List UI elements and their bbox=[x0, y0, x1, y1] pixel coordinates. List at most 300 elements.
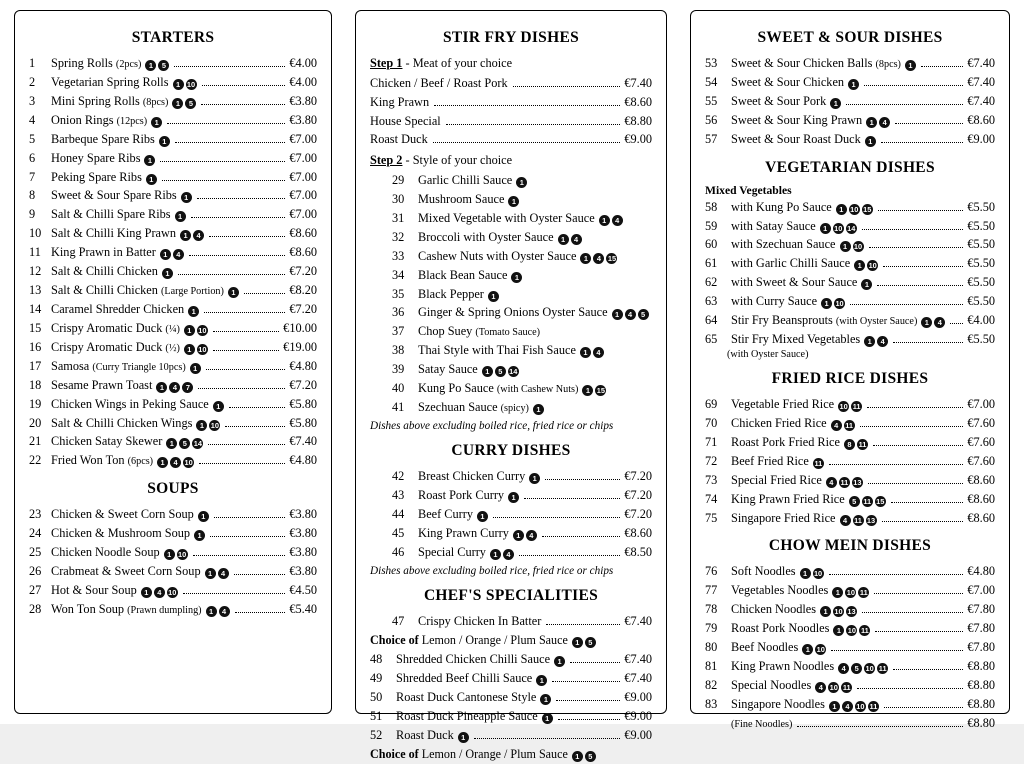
allergen-badges bbox=[180, 229, 204, 240]
allergen-badge: 1 bbox=[151, 117, 162, 128]
menu-item[interactable] bbox=[705, 676, 995, 695]
allergen-badges bbox=[905, 59, 916, 70]
menu-item[interactable] bbox=[705, 217, 995, 236]
menu-item[interactable] bbox=[705, 581, 995, 600]
menu-item[interactable] bbox=[370, 322, 652, 341]
menu-item[interactable] bbox=[29, 92, 317, 111]
menu-item-number: 13 bbox=[29, 283, 42, 298]
menu-item-name: Honey Spare Ribs 1 bbox=[51, 149, 155, 168]
menu-item[interactable] bbox=[29, 543, 317, 562]
menu-item[interactable] bbox=[29, 600, 317, 619]
dot-leader bbox=[850, 304, 963, 305]
menu-item[interactable] bbox=[705, 330, 995, 349]
allergen-badge: 10 bbox=[829, 682, 838, 692]
allergen-badges bbox=[508, 195, 519, 206]
allergen-badge: 4 bbox=[170, 457, 181, 468]
menu-item-number: 39 bbox=[392, 362, 405, 377]
menu-item[interactable] bbox=[370, 726, 652, 745]
menu-item[interactable] bbox=[370, 379, 652, 398]
menu-item[interactable] bbox=[705, 695, 995, 714]
menu-item-name: Special Noodles 4 10 11 bbox=[731, 677, 851, 692]
dot-leader bbox=[474, 738, 621, 739]
dot-leader bbox=[556, 700, 620, 701]
allergen-badges bbox=[921, 316, 945, 327]
menu-item-price: €7.00 bbox=[289, 169, 317, 184]
allergen-badge: 1 bbox=[820, 223, 831, 234]
menu-item[interactable] bbox=[370, 612, 652, 631]
dot-leader bbox=[846, 104, 963, 105]
dot-leader bbox=[862, 612, 963, 613]
dot-leader bbox=[519, 555, 620, 556]
menu-item-name: Sweet & Sour Roast Duck 1 bbox=[731, 130, 876, 149]
allergen-badge: 1 bbox=[162, 268, 173, 279]
menu-item[interactable] bbox=[370, 669, 652, 688]
menu-item-number: 49 bbox=[370, 670, 383, 685]
choice-label: Choice of bbox=[370, 746, 419, 761]
allergen-badges bbox=[848, 78, 859, 89]
menu-item[interactable] bbox=[29, 205, 317, 224]
menu-item-subtext: (8pcs) bbox=[142, 96, 169, 108]
choice-text: Lemon / Orange / Plum Sauce bbox=[421, 746, 568, 761]
allergen-badges bbox=[206, 605, 230, 616]
menu-item-price: €7.40 bbox=[624, 651, 652, 666]
menu-item-number: 62 bbox=[705, 275, 718, 290]
menu-item-price: €8.60 bbox=[967, 491, 995, 506]
menu-item[interactable] bbox=[370, 171, 652, 190]
menu-item[interactable] bbox=[370, 341, 652, 360]
allergen-badge: 14 bbox=[847, 223, 856, 233]
menu-item-name: Roast Pork Fried Rice 8 11 bbox=[731, 434, 867, 449]
menu-item-number: 35 bbox=[392, 286, 405, 301]
menu-item-price: €3.80 bbox=[289, 564, 317, 579]
menu-item[interactable] bbox=[370, 74, 652, 93]
menu-item-number: 63 bbox=[705, 294, 718, 309]
menu-item-price: €7.20 bbox=[624, 469, 652, 484]
menu-item[interactable] bbox=[29, 186, 317, 205]
menu-item-price: €5.50 bbox=[967, 199, 995, 214]
menu-item[interactable] bbox=[370, 543, 652, 562]
dot-leader bbox=[831, 650, 963, 651]
allergen-badges bbox=[196, 419, 220, 430]
menu-item[interactable] bbox=[705, 619, 995, 638]
menu-item-price: €10.00 bbox=[283, 320, 317, 335]
menu-item[interactable] bbox=[705, 198, 995, 217]
menu-item-name: Soft Noodles 1 10 bbox=[731, 564, 823, 579]
menu-item[interactable] bbox=[705, 254, 995, 273]
allergen-badge: 10 bbox=[186, 79, 196, 89]
menu-item-number: 52 bbox=[370, 727, 383, 742]
allergen-badge: 1 bbox=[536, 675, 547, 686]
menu-item[interactable] bbox=[705, 452, 995, 471]
allergen-badge: 11 bbox=[859, 588, 868, 598]
menu-item[interactable] bbox=[705, 471, 995, 490]
dot-leader bbox=[882, 521, 964, 522]
menu-item[interactable] bbox=[370, 209, 652, 228]
menu-item-name: Chicken & Sweet Corn Soup 1 bbox=[51, 505, 209, 524]
chefs-choice-line bbox=[370, 745, 652, 764]
menu-item-number: 48 bbox=[370, 651, 383, 666]
menu-item-name: Barbeque Spare Ribs 1 bbox=[51, 130, 170, 149]
menu-item-name: with Curry Sauce 1 10 bbox=[731, 294, 844, 309]
menu-item[interactable] bbox=[705, 562, 995, 581]
menu-item[interactable] bbox=[370, 130, 652, 149]
menu-item[interactable] bbox=[370, 688, 652, 707]
allergen-badge: 1 bbox=[490, 549, 501, 560]
allergen-badges bbox=[864, 335, 888, 346]
dot-leader bbox=[542, 536, 620, 537]
menu-item[interactable] bbox=[29, 376, 317, 395]
allergen-badge: 1 bbox=[864, 336, 875, 347]
menu-item-number: 31 bbox=[392, 210, 405, 225]
menu-item-price: €7.00 bbox=[967, 396, 995, 411]
allergen-badges bbox=[477, 510, 488, 521]
menu-item-number: 11 bbox=[29, 245, 41, 260]
menu-item[interactable] bbox=[705, 414, 995, 433]
menu-item[interactable] bbox=[705, 638, 995, 657]
menu-item-name: Garlic Chilli Sauce 1 bbox=[418, 171, 527, 190]
menu-item[interactable] bbox=[370, 190, 652, 209]
menu-item[interactable] bbox=[370, 524, 652, 543]
menu-item-number: 79 bbox=[705, 621, 718, 636]
menu-item[interactable] bbox=[705, 433, 995, 452]
menu-item[interactable] bbox=[705, 311, 995, 330]
dot-leader bbox=[895, 123, 963, 124]
dot-leader bbox=[175, 142, 286, 143]
allergen-badges bbox=[213, 400, 224, 411]
menu-item-name: Special Curry 1 4 bbox=[418, 543, 514, 562]
allergen-badge: 4 bbox=[193, 230, 204, 241]
menu-item-name: Salt & Chilli King Prawn 1 4 bbox=[51, 224, 204, 243]
menu-item-number: 33 bbox=[392, 248, 405, 263]
menu-item[interactable] bbox=[29, 338, 317, 357]
allergen-badge: 1 bbox=[145, 60, 156, 71]
menu-item[interactable] bbox=[370, 707, 652, 726]
menu-item[interactable] bbox=[29, 581, 317, 600]
menu-item-number: 25 bbox=[29, 545, 42, 560]
allergen-badge: 1 bbox=[905, 60, 916, 71]
menu-item[interactable] bbox=[705, 657, 995, 676]
menu-item-price: €4.50 bbox=[289, 582, 317, 597]
menu-item-name: King Prawn Curry 1 4 bbox=[418, 524, 537, 543]
menu-item[interactable] bbox=[705, 130, 995, 149]
allergen-badge: 1 bbox=[540, 694, 551, 705]
menu-item-name: Cashew Nuts with Oyster Sauce 1 4 15 bbox=[418, 248, 617, 263]
dot-leader bbox=[167, 123, 285, 124]
menu-item-number: 77 bbox=[705, 583, 718, 598]
dot-leader bbox=[209, 236, 285, 237]
allergen-badges bbox=[582, 384, 606, 395]
menu-item-number: 69 bbox=[705, 396, 718, 411]
section-title-soups: SOUPS bbox=[147, 480, 199, 498]
menu-item-name: Szechuan Sauce (spicy) 1 bbox=[418, 398, 544, 417]
step1-text: - Meat of your choice bbox=[405, 56, 513, 70]
allergen-badge: 4 bbox=[169, 382, 180, 393]
menu-item[interactable] bbox=[29, 281, 317, 300]
menu-item-name: Roast Pork Noodles 1 10 11 bbox=[731, 621, 869, 636]
dot-leader bbox=[244, 293, 285, 294]
allergen-badges bbox=[580, 252, 617, 263]
allergen-badges bbox=[540, 693, 551, 704]
menu-item[interactable] bbox=[370, 93, 652, 112]
menu-item[interactable] bbox=[370, 505, 652, 524]
allergen-badge: 11 bbox=[860, 626, 869, 636]
menu-item-price: €4.00 bbox=[289, 56, 317, 70]
menu-item-price: €4.80 bbox=[289, 453, 317, 468]
allergen-badge: 1 bbox=[159, 136, 170, 147]
menu-item-name: Beef Fried Rice 11 bbox=[731, 453, 823, 468]
menu-item-number: 70 bbox=[705, 415, 718, 430]
allergen-badges bbox=[861, 278, 872, 289]
dot-leader bbox=[893, 669, 963, 670]
menu-item[interactable] bbox=[370, 303, 652, 322]
allergen-badge: 1 bbox=[196, 420, 207, 431]
allergen-badge: 4 bbox=[840, 515, 851, 526]
menu-item[interactable] bbox=[29, 262, 317, 281]
menu-item-price: €7.60 bbox=[967, 434, 995, 449]
menu-item[interactable] bbox=[29, 243, 317, 262]
menu-item[interactable] bbox=[29, 224, 317, 243]
menu-item[interactable] bbox=[705, 92, 995, 111]
allergen-badges bbox=[866, 116, 890, 127]
menu-item[interactable] bbox=[370, 228, 652, 247]
dot-leader bbox=[950, 323, 963, 324]
menu-item[interactable] bbox=[29, 54, 317, 73]
dot-leader bbox=[570, 662, 620, 663]
step1-list bbox=[370, 74, 652, 150]
menu-item[interactable] bbox=[29, 73, 317, 92]
allergen-badge: 1 bbox=[866, 117, 877, 128]
menu-item[interactable] bbox=[370, 398, 652, 417]
allergen-badges bbox=[173, 78, 197, 89]
allergen-badge: 7 bbox=[182, 382, 193, 393]
dot-leader bbox=[921, 66, 963, 67]
menu-item-name: Stir Fry Mixed Vegetables 1 4 bbox=[731, 330, 888, 349]
allergen-badge: 4 bbox=[838, 663, 849, 674]
menu-item-name: Special Fried Rice 4 11 13 bbox=[731, 472, 862, 487]
allergen-badge: 1 bbox=[558, 234, 569, 245]
allergen-badge: 11 bbox=[869, 701, 878, 711]
allergen-badge: 1 bbox=[516, 177, 527, 188]
menu-item[interactable] bbox=[705, 490, 995, 509]
menu-item[interactable] bbox=[705, 235, 995, 254]
menu-item[interactable] bbox=[370, 247, 652, 266]
menu-item[interactable] bbox=[29, 414, 317, 433]
menu-item-number: 27 bbox=[29, 582, 42, 597]
allergen-badge: 8 bbox=[844, 439, 855, 450]
dot-leader bbox=[884, 707, 963, 708]
allergen-badge: 1 bbox=[458, 732, 469, 743]
menu-item-price: €8.60 bbox=[967, 472, 995, 487]
dot-leader bbox=[234, 574, 286, 575]
allergen-badge: 1 bbox=[921, 317, 932, 328]
allergen-badge: 10 bbox=[846, 588, 855, 598]
allergen-badge: 1 bbox=[213, 401, 224, 412]
column-starters-soups bbox=[14, 10, 332, 714]
menu-item[interactable] bbox=[705, 111, 995, 130]
menu-item-price: €9.00 bbox=[967, 131, 995, 146]
allergen-badge: 15 bbox=[607, 253, 617, 263]
menu-item-number: 20 bbox=[29, 415, 42, 430]
menu-item[interactable] bbox=[705, 600, 995, 619]
allergen-badge: 1 bbox=[146, 174, 157, 185]
menu-item-price: €4.80 bbox=[289, 358, 317, 373]
menu-item-name: King Prawn Fried Rice 5 11 15 bbox=[731, 491, 885, 506]
menu-item-name: Chop Suey (Tomato Sauce) bbox=[418, 324, 541, 339]
menu-item[interactable] bbox=[705, 73, 995, 92]
allergen-badge: 1 bbox=[832, 587, 843, 598]
menu-item[interactable] bbox=[29, 168, 317, 187]
menu-item-price: €8.20 bbox=[289, 283, 317, 298]
dot-leader bbox=[513, 86, 621, 87]
dot-leader bbox=[160, 161, 285, 162]
allergen-badge: 1 bbox=[580, 253, 591, 264]
menu-item[interactable] bbox=[705, 54, 995, 73]
allergen-badge: 1 bbox=[554, 656, 565, 667]
allergen-badge: 1 bbox=[228, 287, 239, 298]
menu-item[interactable] bbox=[29, 300, 317, 319]
allergen-badge: 1 bbox=[164, 549, 175, 560]
menu-item-name: Vegetable Fried Rice 10 11 bbox=[731, 396, 861, 411]
allergen-badge: 13 bbox=[853, 477, 862, 487]
allergen-badge: 10 bbox=[834, 223, 843, 233]
allergen-badges bbox=[141, 586, 178, 597]
menu-item[interactable] bbox=[705, 509, 995, 528]
menu-item-number: 51 bbox=[370, 708, 383, 723]
menu-item-number: 42 bbox=[392, 469, 405, 484]
menu-item-number: 9 bbox=[29, 207, 36, 222]
allergen-badge: 11 bbox=[854, 515, 862, 525]
menu-item-number: 41 bbox=[392, 400, 405, 415]
menu-item-number: 21 bbox=[29, 434, 42, 449]
menu-item-name: Crispy Aromatic Duck (¼) 1 10 bbox=[51, 320, 207, 335]
menu-item-name: Crispy Aromatic Duck (½) 1 10 bbox=[51, 339, 207, 354]
menu-item[interactable] bbox=[29, 319, 317, 338]
allergen-badge: 10 bbox=[816, 645, 825, 655]
menu-item-name: Shredded Chicken Chilli Sauce 1 bbox=[396, 650, 565, 669]
allergen-badges bbox=[160, 248, 184, 259]
dot-leader bbox=[524, 498, 620, 499]
allergen-badge: 4 bbox=[593, 253, 604, 264]
menu-item[interactable] bbox=[370, 266, 652, 285]
allergen-badges bbox=[159, 135, 170, 146]
menu-item-name: Sweet & Sour Pork 1 bbox=[731, 92, 841, 111]
menu-item-name: Chicken & Mushroom Soup 1 bbox=[51, 524, 205, 543]
menu-item-price: €5.40 bbox=[289, 601, 317, 616]
menu-item-price: €8.60 bbox=[289, 245, 317, 260]
menu-item-subtext: (spicy) bbox=[500, 403, 529, 415]
dot-leader bbox=[214, 517, 286, 518]
menu-item-price: €7.20 bbox=[289, 377, 317, 392]
menu-item-name: Chicken Satay Skewer 1 5 14 bbox=[51, 434, 202, 449]
allergen-badge: 1 bbox=[821, 298, 832, 309]
menu-item-number: 23 bbox=[29, 507, 42, 522]
menu-item[interactable] bbox=[705, 273, 995, 292]
menu-item[interactable] bbox=[370, 285, 652, 304]
dot-leader bbox=[446, 124, 621, 125]
menu-item[interactable] bbox=[29, 505, 317, 524]
allergen-badges bbox=[813, 457, 824, 468]
menu-item-price: €8.80 bbox=[967, 696, 995, 711]
menu-item-price: €8.60 bbox=[624, 94, 652, 109]
allergen-badge: 1 bbox=[160, 249, 171, 260]
stir-fry-step2-heading bbox=[370, 151, 652, 171]
menu-item-number: 44 bbox=[392, 506, 405, 521]
menu-item[interactable] bbox=[370, 486, 652, 505]
menu-item[interactable] bbox=[29, 357, 317, 376]
menu-item[interactable] bbox=[370, 112, 652, 131]
menu-item[interactable] bbox=[29, 111, 317, 130]
menu-item[interactable] bbox=[29, 395, 317, 414]
dot-leader bbox=[860, 426, 964, 427]
menu-item[interactable] bbox=[705, 395, 995, 414]
dot-leader bbox=[210, 536, 285, 537]
dot-leader bbox=[178, 274, 285, 275]
menu-item-name: with Satay Sauce 1 10 14 bbox=[731, 218, 856, 233]
allergen-badge: 10 bbox=[835, 299, 844, 309]
allergen-badge: 10 bbox=[184, 458, 193, 468]
menu-item-name: Black Pepper 1 bbox=[418, 285, 499, 304]
dot-leader bbox=[867, 407, 963, 408]
dot-leader bbox=[204, 312, 285, 313]
menu-item[interactable] bbox=[29, 149, 317, 168]
menu-item-price: €7.80 bbox=[967, 640, 995, 655]
allergen-badge: 5 bbox=[849, 496, 860, 507]
allergen-badge: 1 bbox=[542, 713, 553, 724]
allergen-badges bbox=[612, 308, 649, 319]
dot-leader bbox=[877, 285, 963, 286]
menu-item-price: €8.60 bbox=[967, 510, 995, 525]
menu-item-number: 55 bbox=[705, 93, 718, 108]
menu-item-name: Mushroom Sauce 1 bbox=[418, 190, 519, 209]
dot-leader bbox=[545, 479, 620, 480]
section-title-starters: STARTERS bbox=[131, 29, 215, 46]
menu-item[interactable] bbox=[370, 467, 652, 486]
allergen-badges bbox=[830, 97, 841, 108]
allergen-badge: 11 bbox=[858, 439, 867, 449]
menu-item-price: €5.80 bbox=[289, 396, 317, 411]
menu-item-price: €7.20 bbox=[624, 487, 652, 502]
menu-item[interactable] bbox=[370, 360, 652, 379]
dot-leader bbox=[868, 483, 963, 484]
allergen-badge: 1 bbox=[141, 587, 152, 598]
dot-leader bbox=[883, 266, 963, 267]
menu-item[interactable] bbox=[29, 432, 317, 451]
menu-item[interactable] bbox=[29, 451, 317, 470]
allergen-badge: 4 bbox=[218, 568, 229, 579]
allergen-badges bbox=[175, 210, 186, 221]
menu-item-subtext: (8pcs) bbox=[875, 59, 901, 70]
section-title-curry: CURRY DISHES bbox=[451, 442, 571, 460]
menu-item[interactable] bbox=[29, 524, 317, 543]
allergen-badge: 5 bbox=[185, 98, 196, 109]
allergen-badge: 1 bbox=[829, 701, 840, 712]
menu-item-price: €8.80 bbox=[967, 677, 995, 692]
menu-item-subtext: (12pcs) bbox=[116, 115, 148, 127]
menu-item[interactable] bbox=[370, 650, 652, 669]
menu-item[interactable] bbox=[705, 292, 995, 311]
menu-item-price: €8.50 bbox=[624, 544, 652, 559]
menu-item[interactable] bbox=[29, 562, 317, 581]
menu-item[interactable] bbox=[29, 130, 317, 149]
allergen-badge: 11 bbox=[842, 682, 851, 692]
allergen-badge: 11 bbox=[852, 401, 861, 411]
allergen-badges bbox=[580, 346, 604, 357]
allergen-badge: 1 bbox=[840, 241, 851, 252]
menu-item-number: 76 bbox=[705, 564, 718, 579]
menu-item-name: Crispy Chicken In Batter bbox=[418, 613, 542, 628]
allergen-badge: 15 bbox=[863, 204, 872, 214]
allergen-badge: 10 bbox=[865, 664, 874, 674]
